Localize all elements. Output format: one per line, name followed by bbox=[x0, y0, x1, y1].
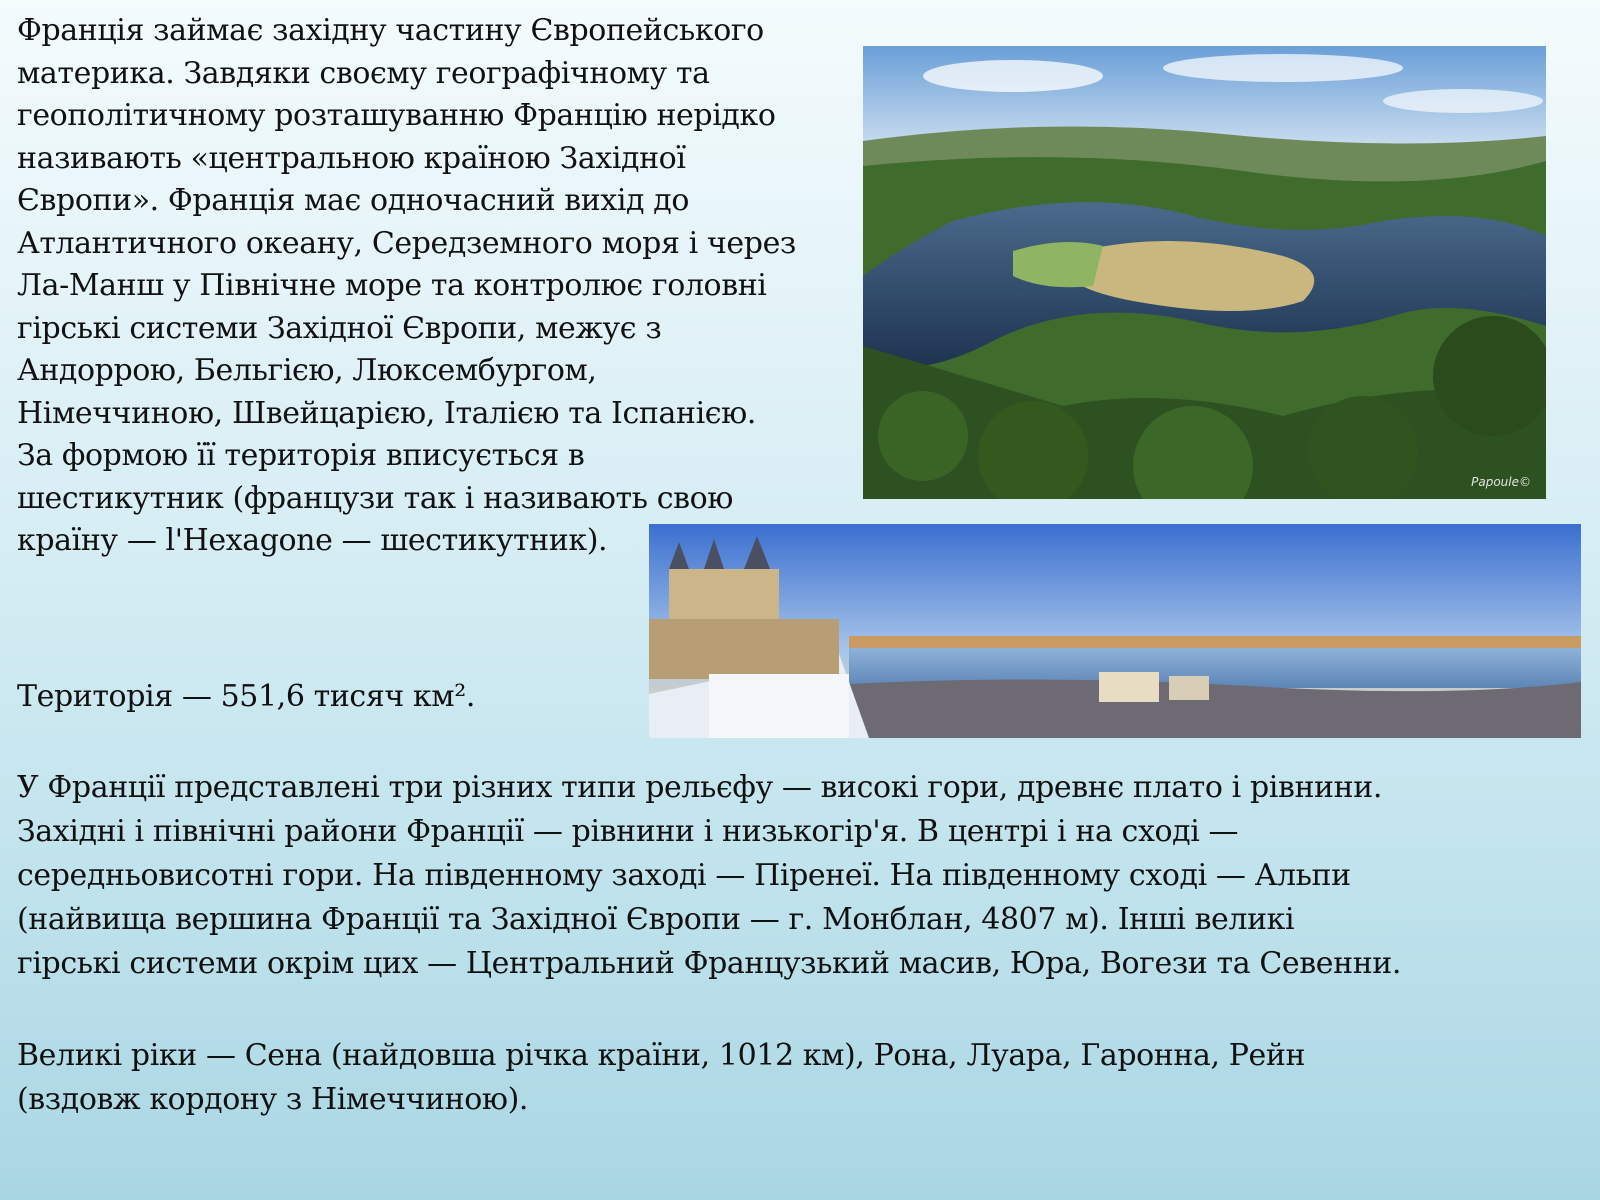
castle-panorama-photo bbox=[649, 524, 1581, 738]
intro-paragraph: Франція займає західну частину Європейського материка. Завдяки своєму географічному та геополітичному розташуванню Францію нерідко називають «центральною країною Західної Європи». Франція має одночасний вихід до Атлантичного океану, Середземного моря і через Ла-Манш у Північне море та контролює головні гірські системи Західної Європи, межує з Андоррою, Бельгією, Люксембургом, Німеччиною, Швейцарією, Італією та Іспанією. За формою її територія вписується в шестикутник (французи так і називають свою країну — l'Hexagone — шестикутник). bbox=[17, 13, 796, 558]
river-meander-photo bbox=[863, 46, 1546, 499]
relief-paragraph: У Франції представлені три різних типи рельєфу — високі гори, древнє плато і рівнини. Західні і північні райони Франції — рівнини і низькогір'я. В центрі і на сході — середньовисотні гори. На південному заході — Піренеї. На південному сході — Альпи (найвища вершина Франції та Західної Європи — г. Монблан, 4807 м). Інші великі гірські системи окрім цих — Центральний Французький масив, Юра, Вогези та Севенни. bbox=[17, 770, 1402, 981]
photo-watermark: Papoule© bbox=[1471, 475, 1531, 489]
territory-paragraph: Територія — 551,6 тисяч км². bbox=[17, 679, 475, 714]
rivers-paragraph: Великі ріки — Сена (найдовша річка країни, 1012 км), Рона, Луара, Гаронна, Рейн (вздовж кордону з Німеччиною). bbox=[17, 1038, 1306, 1117]
